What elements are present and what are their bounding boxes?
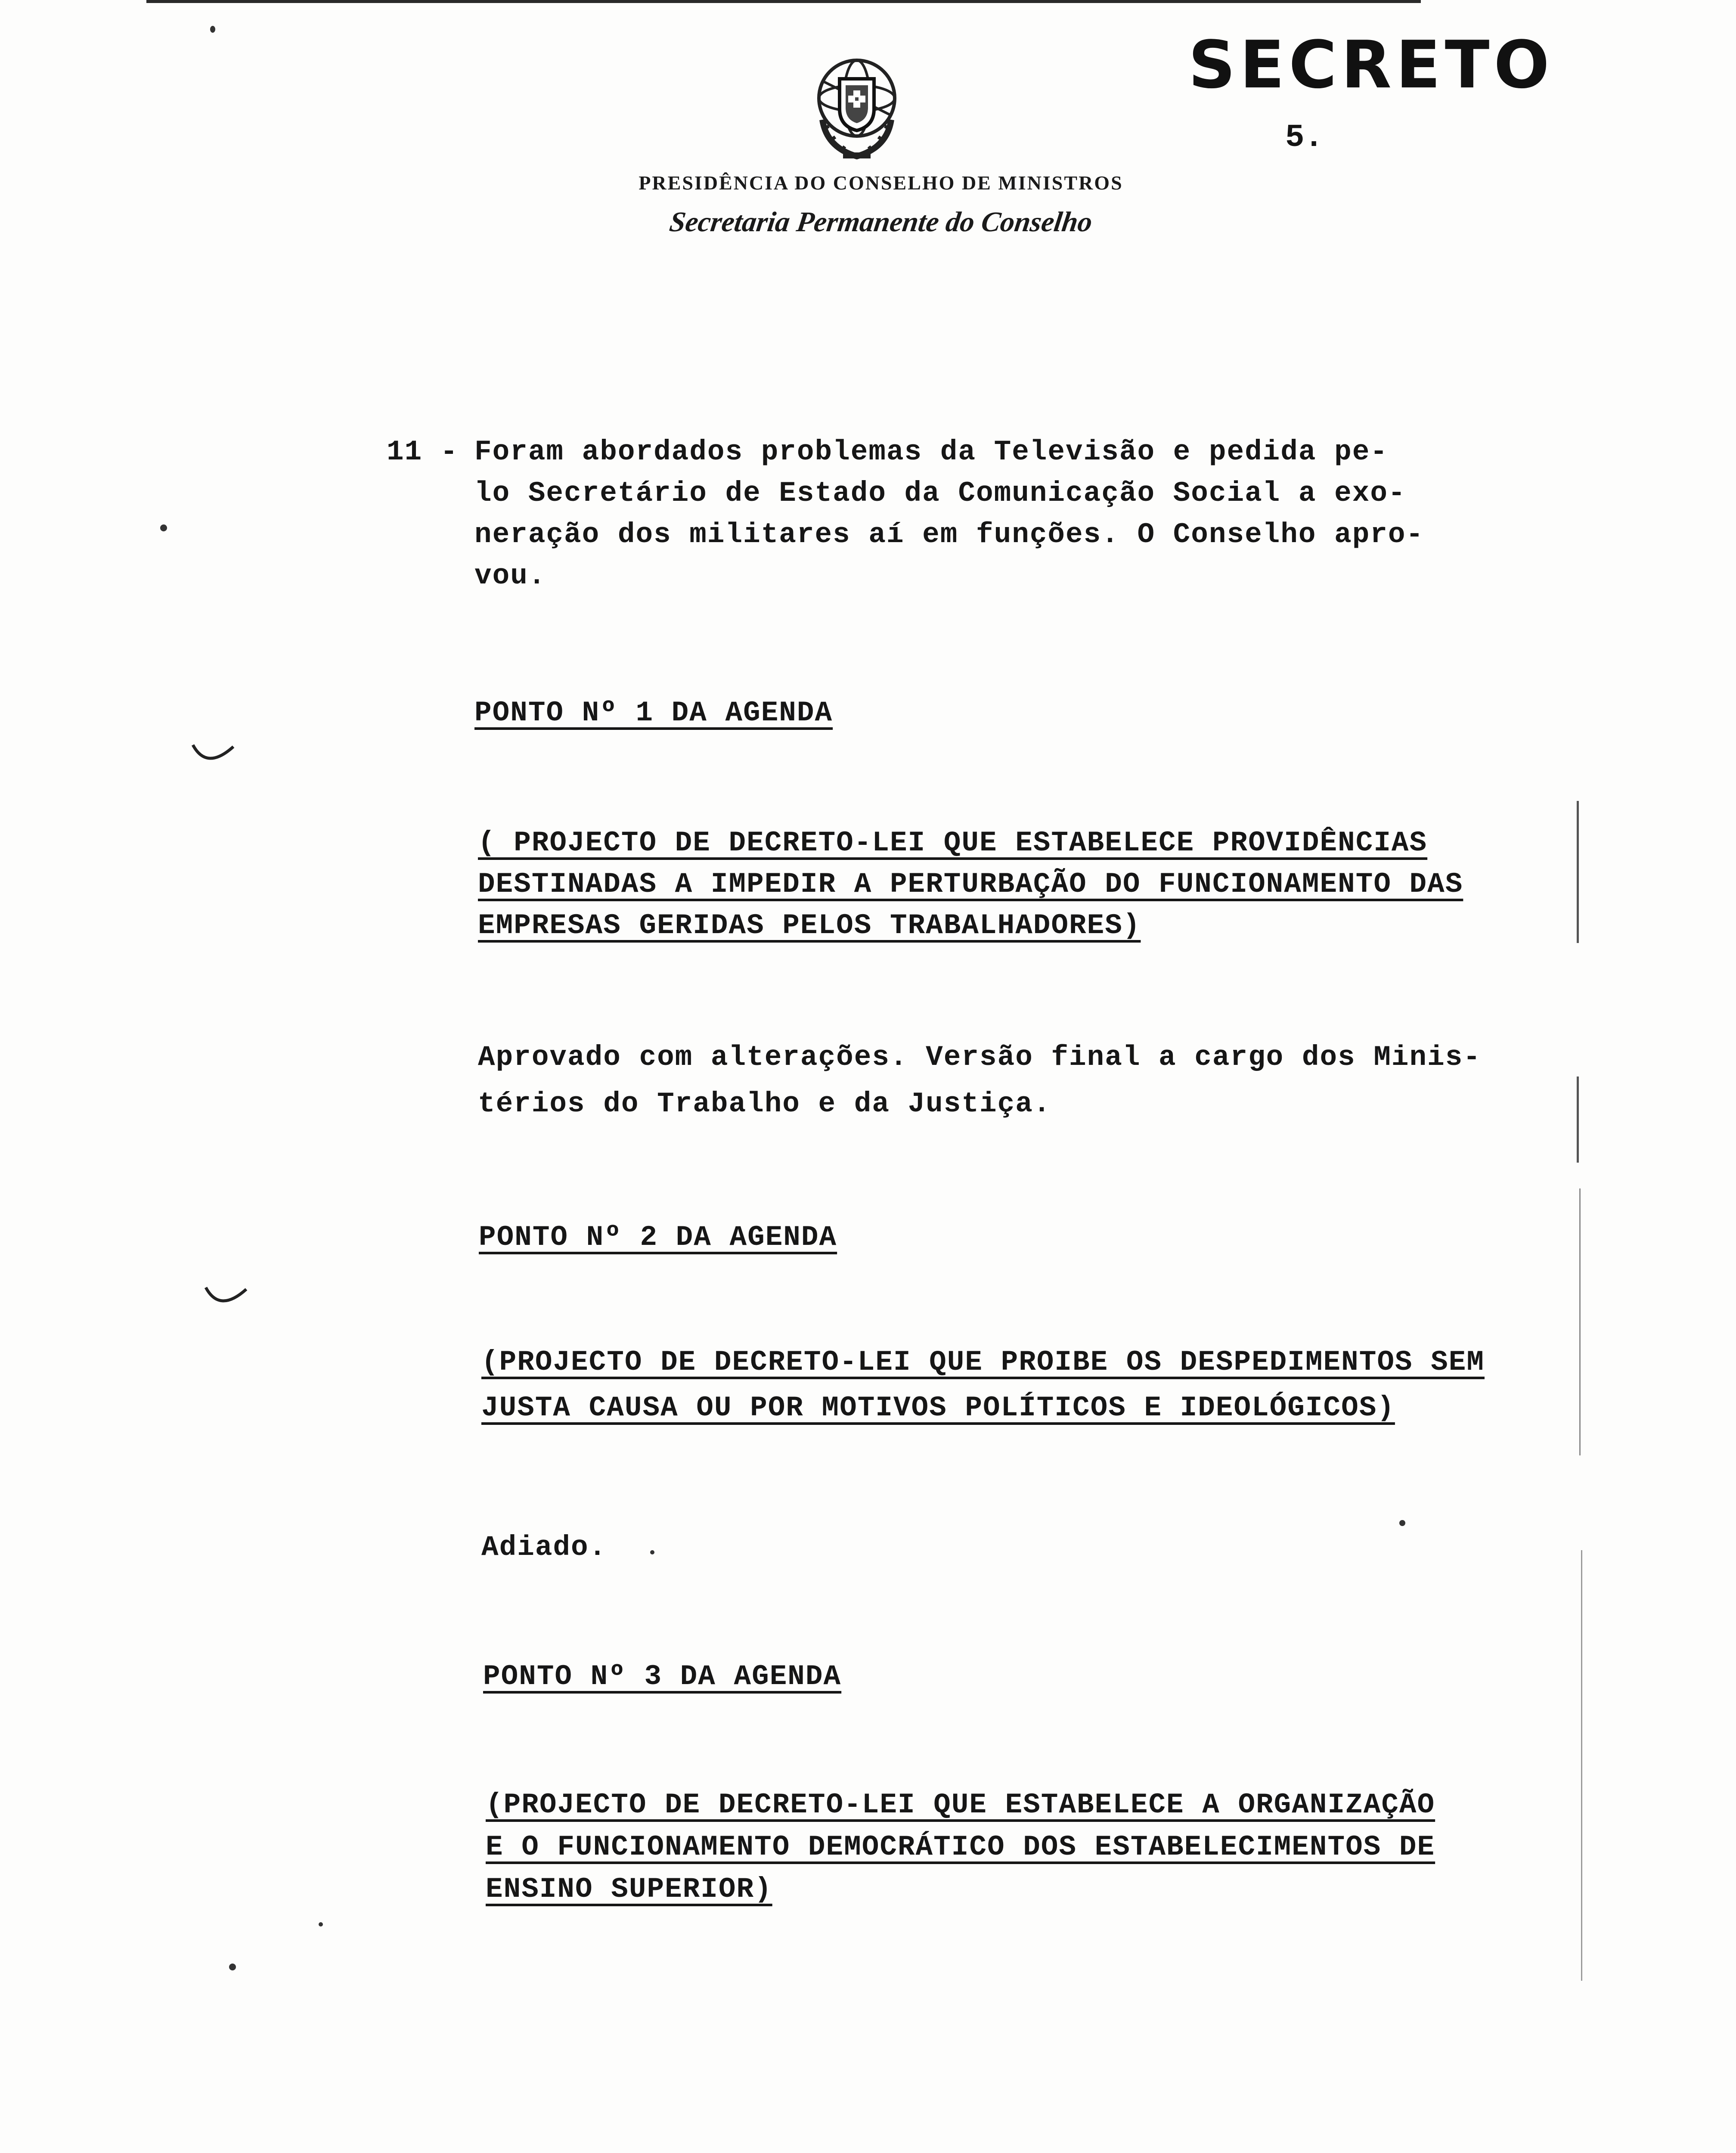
scan-speck xyxy=(160,524,167,531)
scan-speck xyxy=(229,1964,236,1970)
agenda-1-result-line-2: térios do Trabalho e da Justiça. xyxy=(478,1088,1051,1120)
agenda-1-heading: PONTO Nº 1 DA AGENDA xyxy=(474,697,833,729)
margin-check-mark-icon xyxy=(189,741,237,775)
agenda-1-result-line-1: Aprovado com alterações. Versão final a cargo dos Minis- xyxy=(478,1041,1481,1073)
agenda-1-title-line-3: EMPRESAS GERIDAS PELOS TRABALHADORES) xyxy=(478,909,1141,942)
agenda-3-title-line-2: E O FUNCIONAMENTO DEMOCRÁTICO DOS ESTABELECIMENTOS DE xyxy=(486,1831,1435,1863)
classification-stamp: SECRETO xyxy=(1188,27,1554,103)
agenda-3-title-line-3: ENSINO SUPERIOR) xyxy=(486,1873,772,1905)
item-number: 11 - xyxy=(387,436,459,468)
agenda-2-heading: PONTO Nº 2 DA AGENDA xyxy=(479,1221,837,1253)
agenda-2-title-line-1: (PROJECTO DE DECRETO-LEI QUE PROIBE OS DESPEDIMENTOS SEM xyxy=(481,1346,1485,1378)
agenda-3-title-line-1: (PROJECTO DE DECRETO-LEI QUE ESTABELECE A ORGANIZAÇÃO xyxy=(486,1789,1435,1821)
agenda-1-title-line-2: DESTINADAS A IMPEDIR A PERTURBAÇÃO DO FUNCIONAMENTO DAS xyxy=(478,868,1463,900)
item-11-line-4: vou. xyxy=(474,560,546,592)
portuguese-coat-of-arms-icon xyxy=(809,51,904,163)
scan-speck xyxy=(1399,1520,1405,1526)
agenda-1-title-line-1: ( PROJECTO DE DECRETO-LEI QUE ESTABELECE PROVIDÊNCIAS xyxy=(478,827,1428,859)
edge-scan-line xyxy=(1581,1550,1582,1981)
item-11-line-1: Foram abordados problemas da Televisão e pedida pe- xyxy=(474,436,1388,468)
letterhead-office: PRESIDÊNCIA DO CONSELHO DE MINISTROS xyxy=(639,172,1123,194)
edge-scan-line xyxy=(1577,1076,1579,1163)
page-number: 5. xyxy=(1285,120,1324,156)
agenda-2-title-line-2: JUSTA CAUSA OU POR MOTIVOS POLÍTICOS E IDEOLÓGICOS) xyxy=(481,1392,1395,1424)
scan-speck xyxy=(210,26,215,33)
scan-speck xyxy=(319,1922,323,1927)
item-11-line-2: lo Secretário de Estado da Comunicação Social a exo- xyxy=(474,477,1406,509)
edge-scan-line xyxy=(1577,801,1579,943)
top-edge-rule xyxy=(146,0,1421,3)
edge-scan-line xyxy=(1579,1188,1581,1455)
letterhead-secretariat: Secretaria Permanente do Conselho xyxy=(667,206,1094,238)
scan-speck xyxy=(650,1550,654,1554)
agenda-3-heading: PONTO Nº 3 DA AGENDA xyxy=(483,1660,842,1693)
item-11-line-3: neração dos militares aí em funções. O Conselho apro- xyxy=(474,518,1424,551)
agenda-2-result-line-1: Adiado. xyxy=(481,1531,607,1564)
margin-check-mark-icon xyxy=(202,1283,250,1318)
